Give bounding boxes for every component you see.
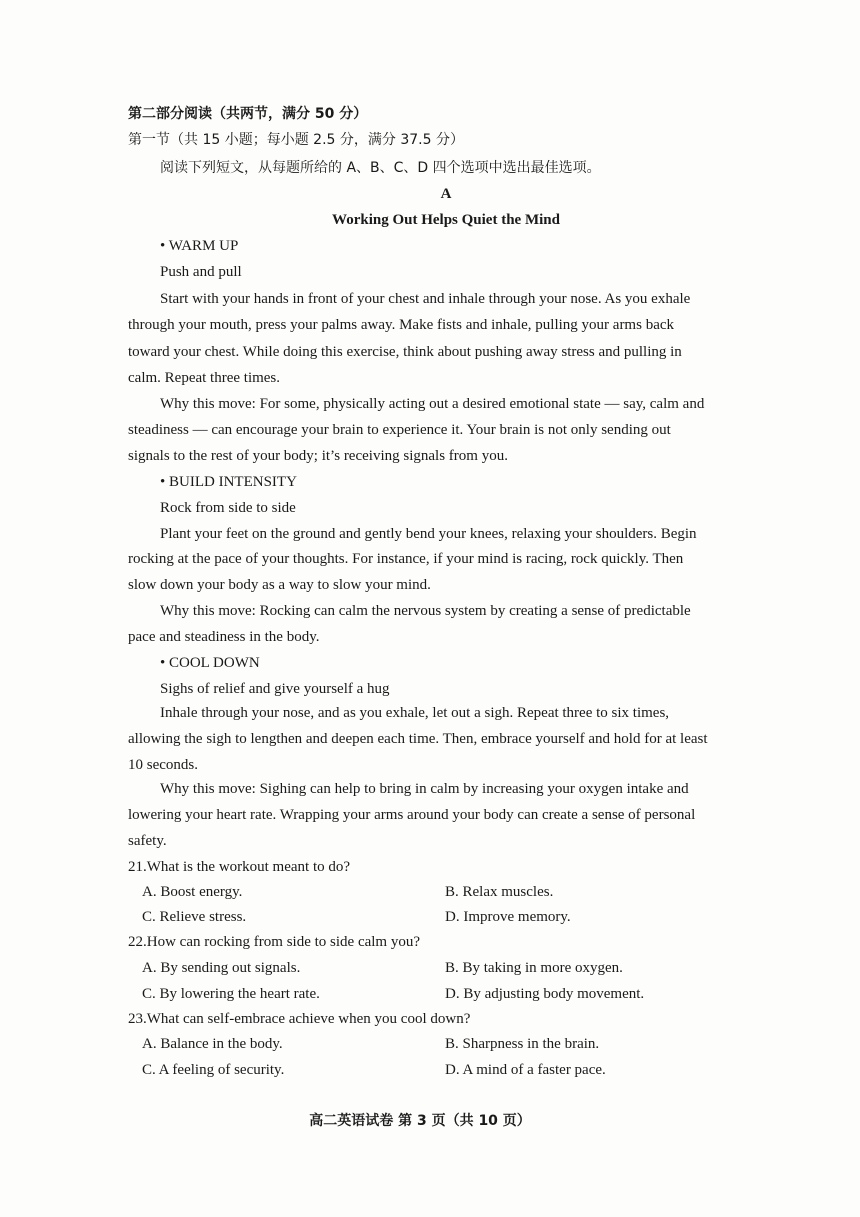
warm-up-why-line: signals to the rest of your body; it’s receiving signals from you. (128, 448, 508, 464)
part-title: 第二部分阅读（共两节，满分 50 分） (128, 106, 368, 122)
cool-why-line: lowering your heart rate. Wrapping your arms around your body can create a sense of personal (128, 807, 696, 823)
build-line: slow down your body as a way to slow your mind. (128, 577, 431, 593)
cool-heading: • COOL DOWN (160, 655, 260, 671)
warm-up-line: toward your chest. While doing this exercise, think about pushing away stress and pulling in (128, 344, 682, 360)
option-c: C. Relieve stress. (142, 909, 247, 925)
option-d: D. A mind of a faster pace. (445, 1062, 606, 1078)
cool-why-line: Why this move: Sighing can help to bring in calm by increasing your oxygen intake and (160, 781, 689, 797)
warm-up-why-line: steadiness — can encourage your brain to experience it. Your brain is not only sending out (128, 422, 671, 438)
option-d: D. By adjusting body movement. (445, 986, 645, 1002)
build-line: rocking at the pace of your thoughts. For instance, if your mind is racing, rock quickly. Then (128, 551, 684, 567)
question-stem: 21.What is the workout meant to do? (128, 859, 351, 875)
build-heading: • BUILD INTENSITY (160, 474, 297, 490)
warm-up-line: through your mouth, press your palms away. Make fists and inhale, pulling your arms back (128, 317, 675, 333)
question-stem: 22.How can rocking from side to side calm you? (128, 934, 421, 950)
warm-up-line: calm. Repeat three times. (128, 370, 281, 386)
option-a: A. By sending out signals. (142, 960, 301, 976)
build-line: Plant your feet on the ground and gently bend your knees, relaxing your shoulders. Begin (160, 526, 697, 542)
option-b: B. By taking in more oxygen. (445, 960, 623, 976)
option-d: D. Improve memory. (445, 909, 571, 925)
option-c: C. A feeling of security. (142, 1062, 285, 1078)
option-a: A. Boost energy. (142, 884, 243, 900)
build-why-line: pace and steadiness in the body. (128, 629, 320, 645)
question-stem: 23.What can self-embrace achieve when you cool down? (128, 1011, 471, 1027)
instruction: 阅读下列短文，从每题所给的 A、B、C、D 四个选项中选出最佳选项。 (160, 160, 601, 176)
subsection-title: 第一节（共 15 小题；每小题 2.5 分，满分 37.5 分） (128, 132, 464, 148)
build-subheading: Rock from side to side (160, 500, 296, 516)
option-c: C. By lowering the heart rate. (142, 986, 320, 1002)
cool-line: 10 seconds. (128, 757, 198, 773)
build-why-line: Why this move: Rocking can calm the nervous system by creating a sense of predictable (160, 603, 691, 619)
cool-line: Inhale through your nose, and as you exhale, let out a sigh. Repeat three to six times, (160, 705, 670, 721)
warm-up-subheading: Push and pull (160, 264, 242, 280)
option-a: A. Balance in the body. (142, 1036, 283, 1052)
option-b: B. Sharpness in the brain. (445, 1036, 600, 1052)
passage-letter: A (440, 186, 452, 202)
cool-line: allowing the sigh to lengthen and deepen each time. Then, embrace yourself and hold for at least (128, 731, 708, 747)
passage-title: Working Out Helps Quiet the Mind (332, 212, 560, 228)
warm-up-why-line: Why this move: For some, physically acting out a desired emotional state — say, calm and (160, 396, 705, 412)
page-footer: 高二英语试卷 第 3 页（共 10 页） (309, 1113, 531, 1129)
cool-why-line: safety. (128, 833, 167, 849)
cool-subheading: Sighs of relief and give yourself a hug (160, 681, 390, 697)
warm-up-line: Start with your hands in front of your chest and inhale through your nose. As you exhale (160, 291, 691, 307)
option-b: B. Relax muscles. (445, 884, 554, 900)
warm-up-heading: • WARM UP (160, 238, 239, 254)
